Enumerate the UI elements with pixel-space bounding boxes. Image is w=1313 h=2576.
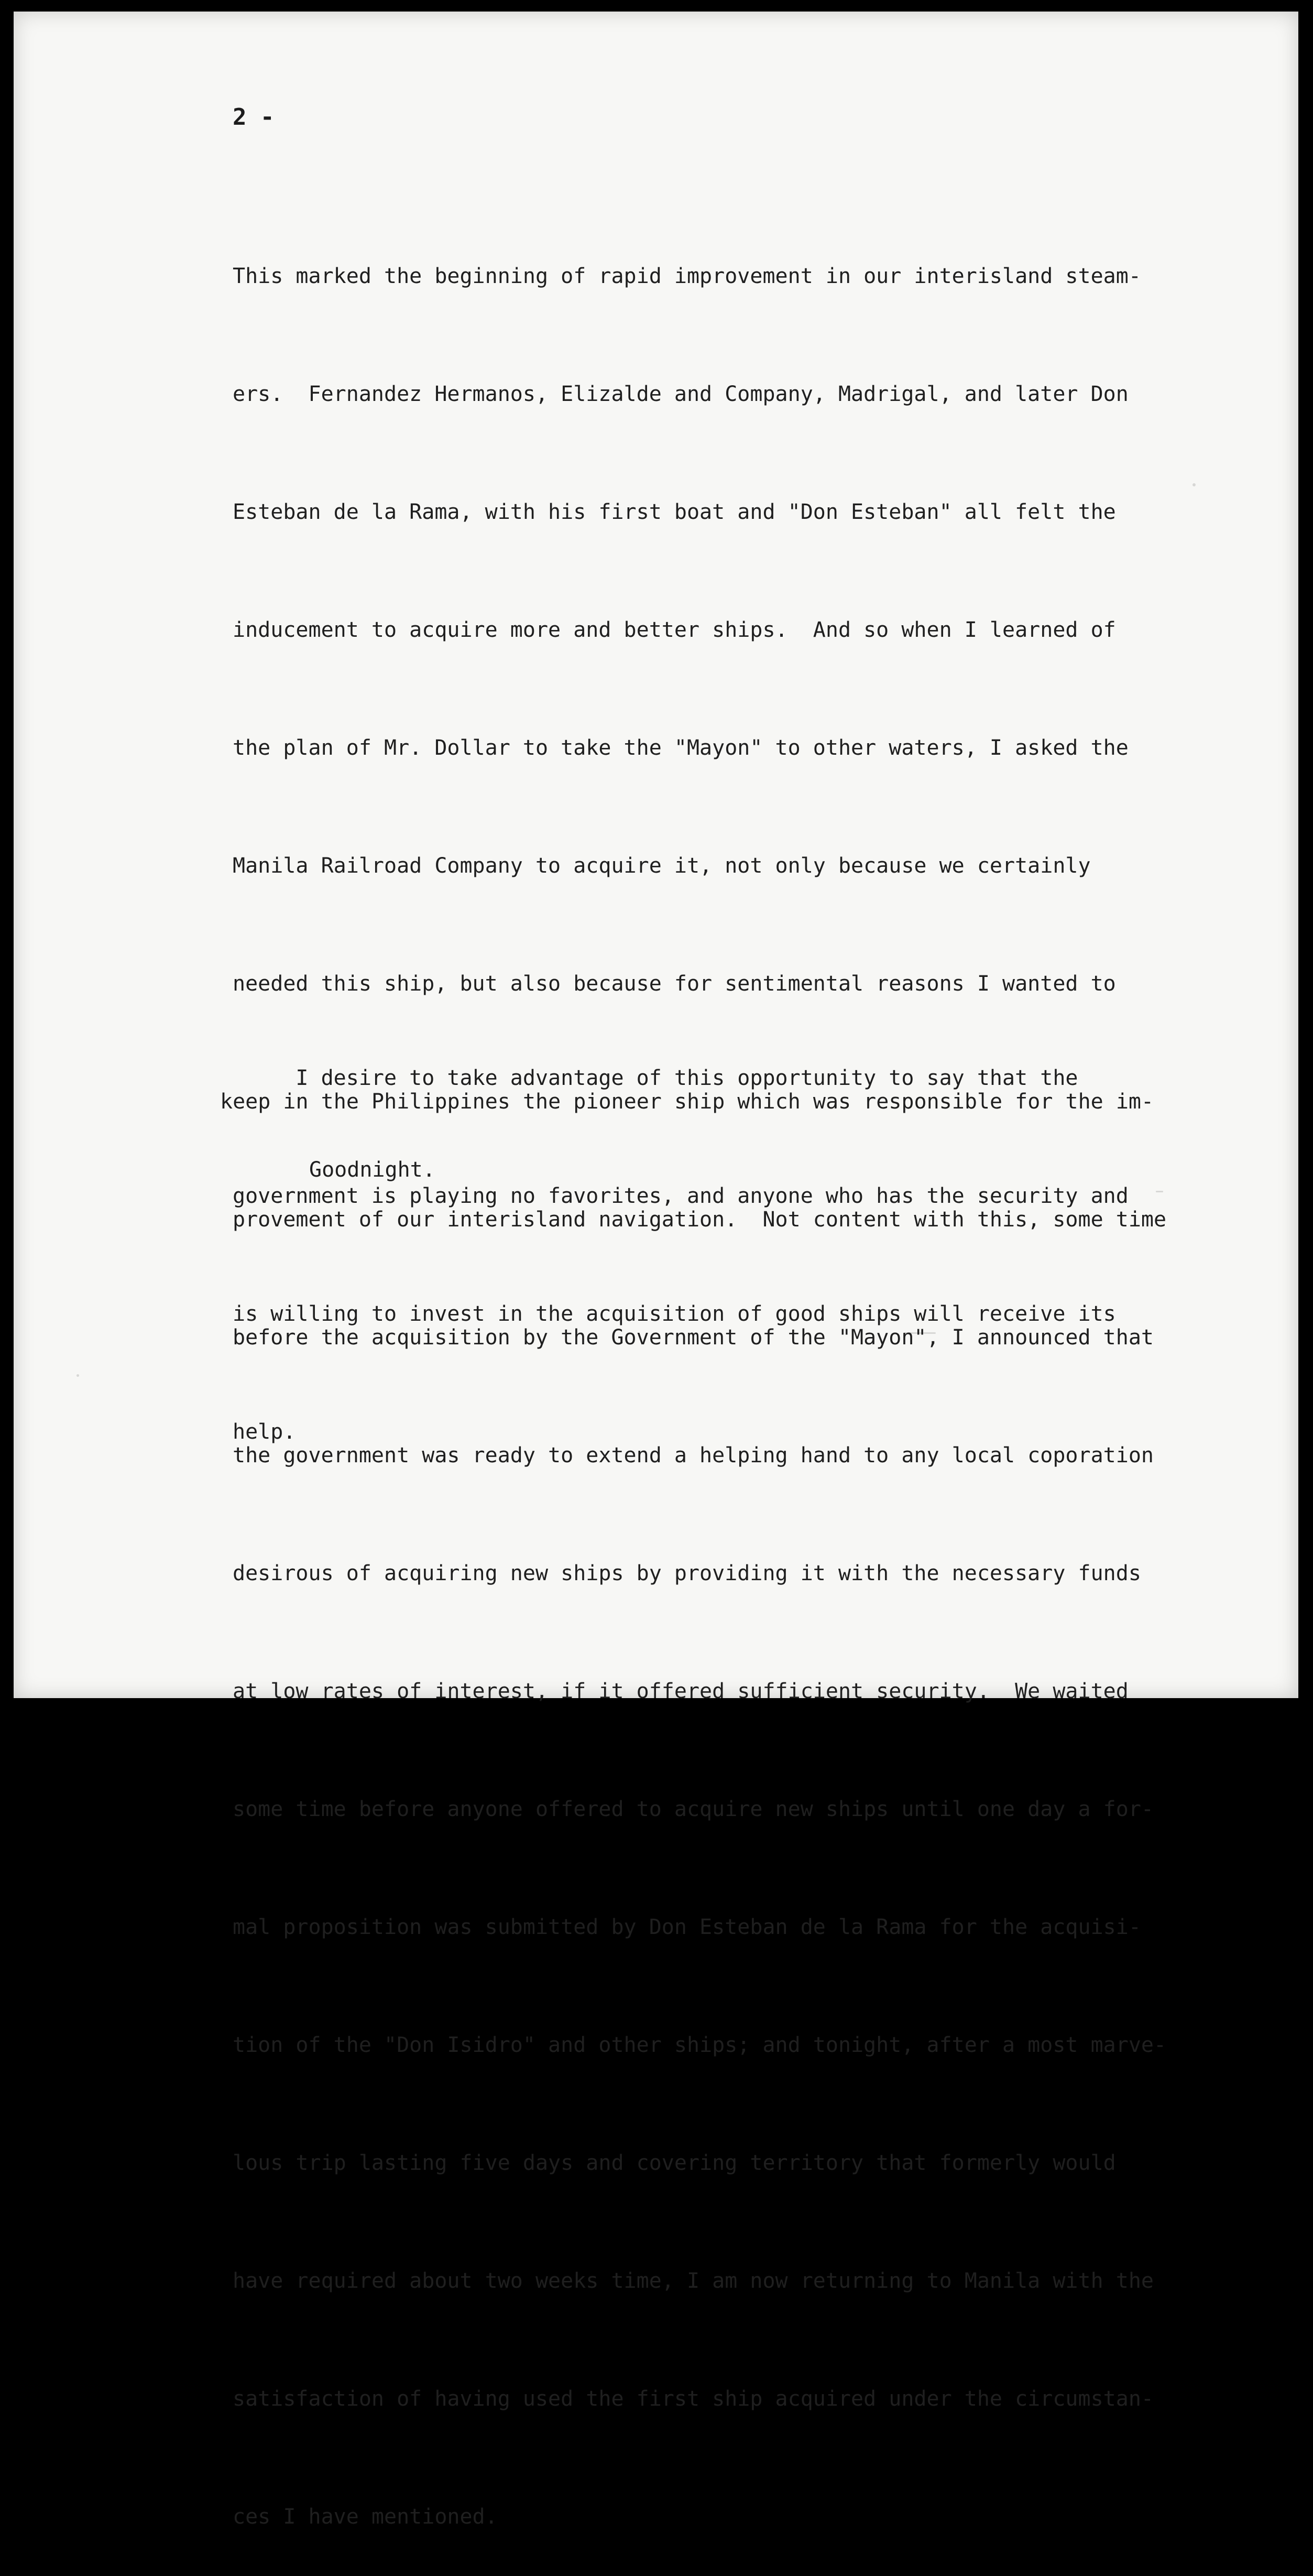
text-line: the government was ready to extend a helping hand to any local coporation (233, 1443, 1154, 1468)
text-line: is willing to invest in the acquisition of good ships will receive its (233, 1302, 1116, 1326)
closing-line: Goodnight. (309, 1158, 435, 1182)
text-line: I desire to take advantage of this opportunity to say that the (233, 1066, 1078, 1090)
text-line: have required about two weeks time, I am now returning to Manila with the (233, 2269, 1154, 2293)
text-line: Esteban de la Rama, with his first boat and "Don Esteban" all felt the (233, 500, 1116, 524)
page-number: 2 - (233, 104, 275, 131)
text-line: at low rates of interest, if it offered sufficient security. We waited (233, 1679, 1129, 1703)
text-line: tion of the "Don Isidro" and other ships; and tonight, after a most marve- (233, 2033, 1167, 2057)
text-line: keep in the Philippines the pioneer ship which was responsible for the im- (220, 1090, 1154, 1114)
text-line: lous trip lasting five days and covering territory that formerly would (233, 2151, 1116, 2175)
text-line: This marked the beginning of rapid improvement in our interisland steam- (233, 264, 1141, 288)
text-line: the plan of Mr. Dollar to take the "Mayon" to other waters, I asked the (233, 736, 1129, 760)
paper-speck (1192, 483, 1196, 486)
text-line: Manila Railroad Company to acquire it, not only because we certainly (233, 854, 1091, 878)
text-line: government is playing no favorites, and anyone who has the security and (233, 1184, 1129, 1208)
text-line: before the acquisition by the Government of the "Mayon", I announced that (233, 1325, 1154, 1350)
text-line: provement of our interisland navigation. Not content with this, some time (233, 1208, 1167, 1232)
text-line: satisfaction of having used the first ship acquired under the circumstan- (233, 2387, 1154, 2411)
text-line: desirous of acquiring new ships by providing it with the necessary funds (233, 1561, 1141, 1585)
text-line: mal proposition was submitted by Don Esteban de la Rama for the acquisi- (233, 1915, 1141, 1939)
text-line: ces I have mentioned. (233, 2505, 498, 2529)
text-line: ers. Fernandez Hermanos, Elizalde and Company, Madrigal, and later Don (233, 382, 1129, 406)
text-line: inducement to acquire more and better ships. And so when I learned of (233, 618, 1116, 642)
text-line: help. (233, 1420, 296, 1444)
paragraph-2 (233, 980, 1129, 1491)
text-line: needed this ship, but also because for sentimental reasons I wanted to (233, 972, 1116, 996)
paper-speck (76, 1374, 79, 1377)
text-line: some time before anyone offered to acquire new ships until one day a for- (233, 1797, 1154, 1821)
